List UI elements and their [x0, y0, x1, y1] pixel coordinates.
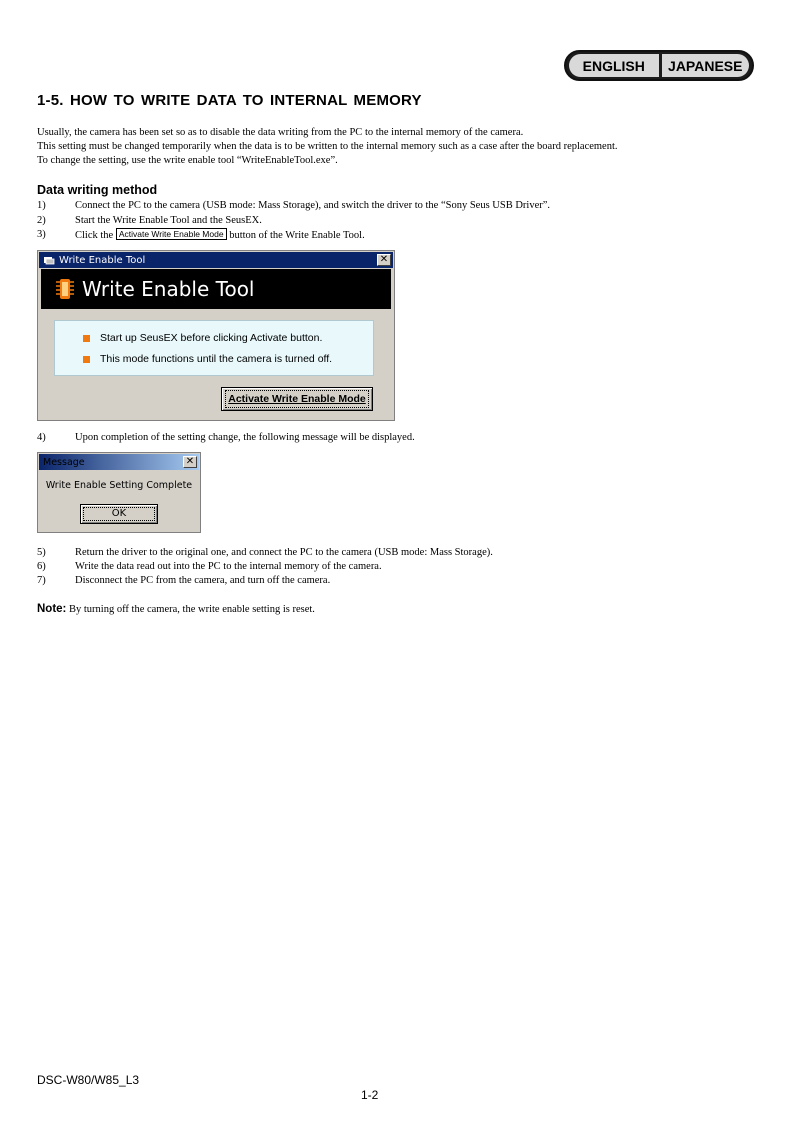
note [37, 603, 315, 615]
bullet-text: Start up SeusEX before clicking Activate button. [100, 332, 323, 344]
step-number: 1) [37, 200, 46, 211]
step-item [37, 214, 737, 228]
ok-button[interactable] [80, 504, 158, 524]
step-prefix: Click the [75, 230, 114, 241]
step-item [37, 199, 737, 213]
dialog-message: Write Enable Setting Complete [45, 480, 193, 491]
ok-button-label: OK [84, 508, 154, 520]
chip-icon [56, 278, 74, 300]
write-enable-tool-window [37, 250, 395, 421]
dialog-title: Message [43, 456, 85, 468]
step-item [37, 574, 737, 588]
step-text: Upon completion of the setting change, the following message will be displayed. [75, 432, 415, 443]
step-item [37, 228, 737, 242]
intro-line-1: Usually, the camera has been set so as to disable the data writing from the PC to the internal memory of the camera. [37, 127, 524, 138]
bullet-square-icon [83, 356, 90, 363]
close-icon[interactable]: ✕ [183, 456, 197, 468]
app-icon [43, 255, 55, 265]
banner-title: Write Enable Tool [82, 277, 255, 301]
close-icon[interactable]: ✕ [377, 254, 391, 266]
page-title: 1-5. HOW TO WRITE DATA TO INTERNAL MEMORY [37, 92, 422, 109]
step-text: Write the data read out into the PC to the internal memory of the camera. [75, 561, 382, 572]
note-label: Note: [37, 603, 67, 615]
info-bullet [83, 353, 332, 365]
inline-activate-button-label: Activate Write Enable Mode [116, 228, 227, 240]
message-dialog [37, 452, 201, 533]
section-title: Data writing method [37, 183, 158, 197]
tool-banner [41, 269, 391, 309]
step-number: 2) [37, 215, 46, 226]
page-number: 1-2 [361, 1088, 379, 1102]
activate-write-enable-mode-button[interactable] [221, 387, 373, 411]
window-titlebar [39, 252, 393, 268]
window-title: Write Enable Tool [59, 254, 146, 266]
info-box [54, 320, 374, 376]
step-suffix: button of the Write Enable Tool. [229, 230, 365, 241]
step-text: Return the driver to the original one, and connect the PC to the camera (USB mode: Mass Storage). [75, 547, 493, 558]
step-item [37, 560, 737, 574]
info-bullet [83, 332, 322, 344]
dialog-titlebar [39, 454, 199, 470]
step-number: 3) [37, 229, 46, 240]
step-number: 7) [37, 575, 46, 586]
intro-line-2: This setting must be changed temporarily when the data is to be written to the internal memory such as a case after the board replacement. [37, 141, 618, 152]
step-number: 4) [37, 432, 46, 443]
language-switch [564, 50, 754, 81]
step-text: Disconnect the PC from the camera, and turn off the camera. [75, 575, 331, 586]
bullet-square-icon [83, 335, 90, 342]
step-text [75, 228, 365, 243]
step-number: 6) [37, 561, 46, 572]
step-text: Start the Write Enable Tool and the SeusEX. [75, 215, 262, 226]
step-number: 5) [37, 547, 46, 558]
step-item [37, 431, 737, 445]
bullet-text: This mode functions until the camera is turned off. [100, 353, 333, 365]
activate-button-label: Activate Write Enable Mode [228, 393, 366, 405]
intro-line-3: To change the setting, use the write enable tool “WriteEnableTool.exe”. [37, 155, 338, 166]
step-text: Connect the PC to the camera (USB mode: Mass Storage), and switch the driver to the “Sony Seus USB Driver”. [75, 200, 551, 211]
note-text: By turning off the camera, the write enable setting is reset. [66, 604, 315, 615]
japanese-button[interactable]: JAPANESE [662, 54, 750, 77]
step-item [37, 546, 737, 560]
english-button[interactable]: ENGLISH [569, 54, 659, 77]
footer-model: DSC-W80/W85_L3 [37, 1073, 140, 1087]
